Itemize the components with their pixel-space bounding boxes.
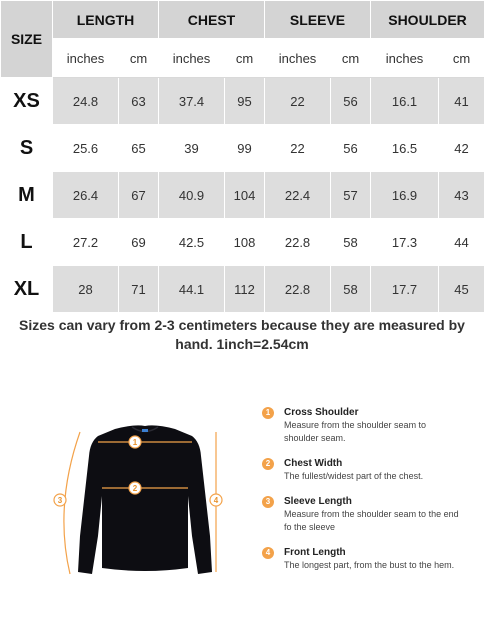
legend-number: 3 (262, 496, 274, 508)
legend-item-sleeve-length (262, 495, 462, 534)
measurement-legend (262, 406, 462, 584)
table-cell: 17.7 (371, 266, 439, 313)
unit-header: cm (119, 39, 159, 78)
table-cell: 56 (331, 78, 371, 125)
shirt-diagram (40, 396, 250, 616)
size-label: XS (1, 78, 53, 125)
table-cell: 22 (265, 78, 331, 125)
unit-header: cm (225, 39, 265, 78)
legend-item-cross-shoulder (262, 406, 462, 445)
table-cell: 71 (119, 266, 159, 313)
marker-label: 4 (213, 496, 219, 505)
marker-label: 3 (57, 496, 63, 505)
legend-number: 2 (262, 458, 274, 470)
table-cell: 27.2 (53, 219, 119, 266)
shirt-tag (142, 429, 148, 432)
table-cell: 44 (439, 219, 484, 266)
legend-title: Front Length (284, 547, 346, 558)
table-cell: 42 (439, 125, 484, 172)
table-cell: 112 (225, 266, 265, 313)
table-cell: 108 (225, 219, 265, 266)
size-label: S (1, 125, 53, 172)
legend-title: Sleeve Length (284, 496, 352, 507)
unit-header: inches (53, 39, 119, 78)
length-header: LENGTH (53, 1, 159, 39)
table-cell: 58 (331, 219, 371, 266)
unit-header: inches (159, 39, 225, 78)
group-header-row (1, 1, 484, 39)
legend-number: 4 (262, 547, 274, 559)
table-cell: 40.9 (159, 172, 225, 219)
table-cell: 63 (119, 78, 159, 125)
marker-label: 1 (132, 438, 138, 447)
shirt-silhouette (78, 425, 212, 574)
table-cell: 44.1 (159, 266, 225, 313)
table-cell: 16.1 (371, 78, 439, 125)
measurement-note: Sizes can vary from 2-3 centimeters because they are measured by hand. 1inch=2.54cm (19, 317, 465, 352)
table-cell: 39 (159, 125, 225, 172)
table-cell: 95 (225, 78, 265, 125)
legend-description: The fullest/widest part of the chest. (284, 471, 424, 481)
marker-2 (129, 482, 141, 494)
table-row (1, 125, 484, 172)
legend-description: Measure from the shoulder seam to the end fo the sleeve (284, 509, 459, 532)
table-row (1, 219, 484, 266)
legend-item-front-length (262, 546, 462, 572)
unit-header: inches (265, 39, 331, 78)
unit-header: inches (371, 39, 439, 78)
unit-header: cm (331, 39, 371, 78)
table-cell: 22.4 (265, 172, 331, 219)
size-label: XL (1, 266, 53, 313)
table-cell: 57 (331, 172, 371, 219)
table-cell: 26.4 (53, 172, 119, 219)
table-cell: 22.8 (265, 266, 331, 313)
table-cell: 99 (225, 125, 265, 172)
unit-header: cm (439, 39, 484, 78)
marker-3 (54, 494, 66, 506)
table-cell: 45 (439, 266, 484, 313)
legend-title: Cross Shoulder (284, 407, 359, 418)
sleeve-length-line (64, 432, 80, 574)
table-cell: 24.8 (53, 78, 119, 125)
chest-header: CHEST (159, 1, 265, 39)
legend-number: 1 (262, 407, 274, 419)
table-cell: 69 (119, 219, 159, 266)
shirt-measurement-figure (40, 396, 250, 616)
marker-1 (129, 436, 141, 448)
table-cell: 65 (119, 125, 159, 172)
table-cell: 28 (53, 266, 119, 313)
table-row (1, 172, 484, 219)
size-column-header: SIZE (1, 1, 53, 78)
table-row (1, 78, 484, 125)
table-cell: 22 (265, 125, 331, 172)
legend-title: Chest Width (284, 458, 343, 469)
legend-item-chest-width (262, 457, 462, 483)
table-cell: 17.3 (371, 219, 439, 266)
table-cell: 67 (119, 172, 159, 219)
size-label: M (1, 172, 53, 219)
table-cell: 42.5 (159, 219, 225, 266)
table-cell: 41 (439, 78, 484, 125)
table-cell: 58 (331, 266, 371, 313)
table-cell: 25.6 (53, 125, 119, 172)
table-cell: 16.5 (371, 125, 439, 172)
shoulder-header: SHOULDER (371, 1, 484, 39)
unit-header-row (1, 39, 484, 78)
legend-description: Measure from the shoulder seam to shoulder seam. (284, 420, 427, 443)
sleeve-header: SLEEVE (265, 1, 371, 39)
table-cell: 37.4 (159, 78, 225, 125)
table-cell: 22.8 (265, 219, 331, 266)
table-cell: 56 (331, 125, 371, 172)
table-cell: 104 (225, 172, 265, 219)
legend-description: The longest part, from the bust to the hem. (284, 560, 455, 570)
marker-4 (210, 494, 222, 506)
table-cell: 43 (439, 172, 484, 219)
table-row (1, 266, 484, 313)
marker-label: 2 (132, 484, 138, 493)
table-cell: 16.9 (371, 172, 439, 219)
size-label: L (1, 219, 53, 266)
